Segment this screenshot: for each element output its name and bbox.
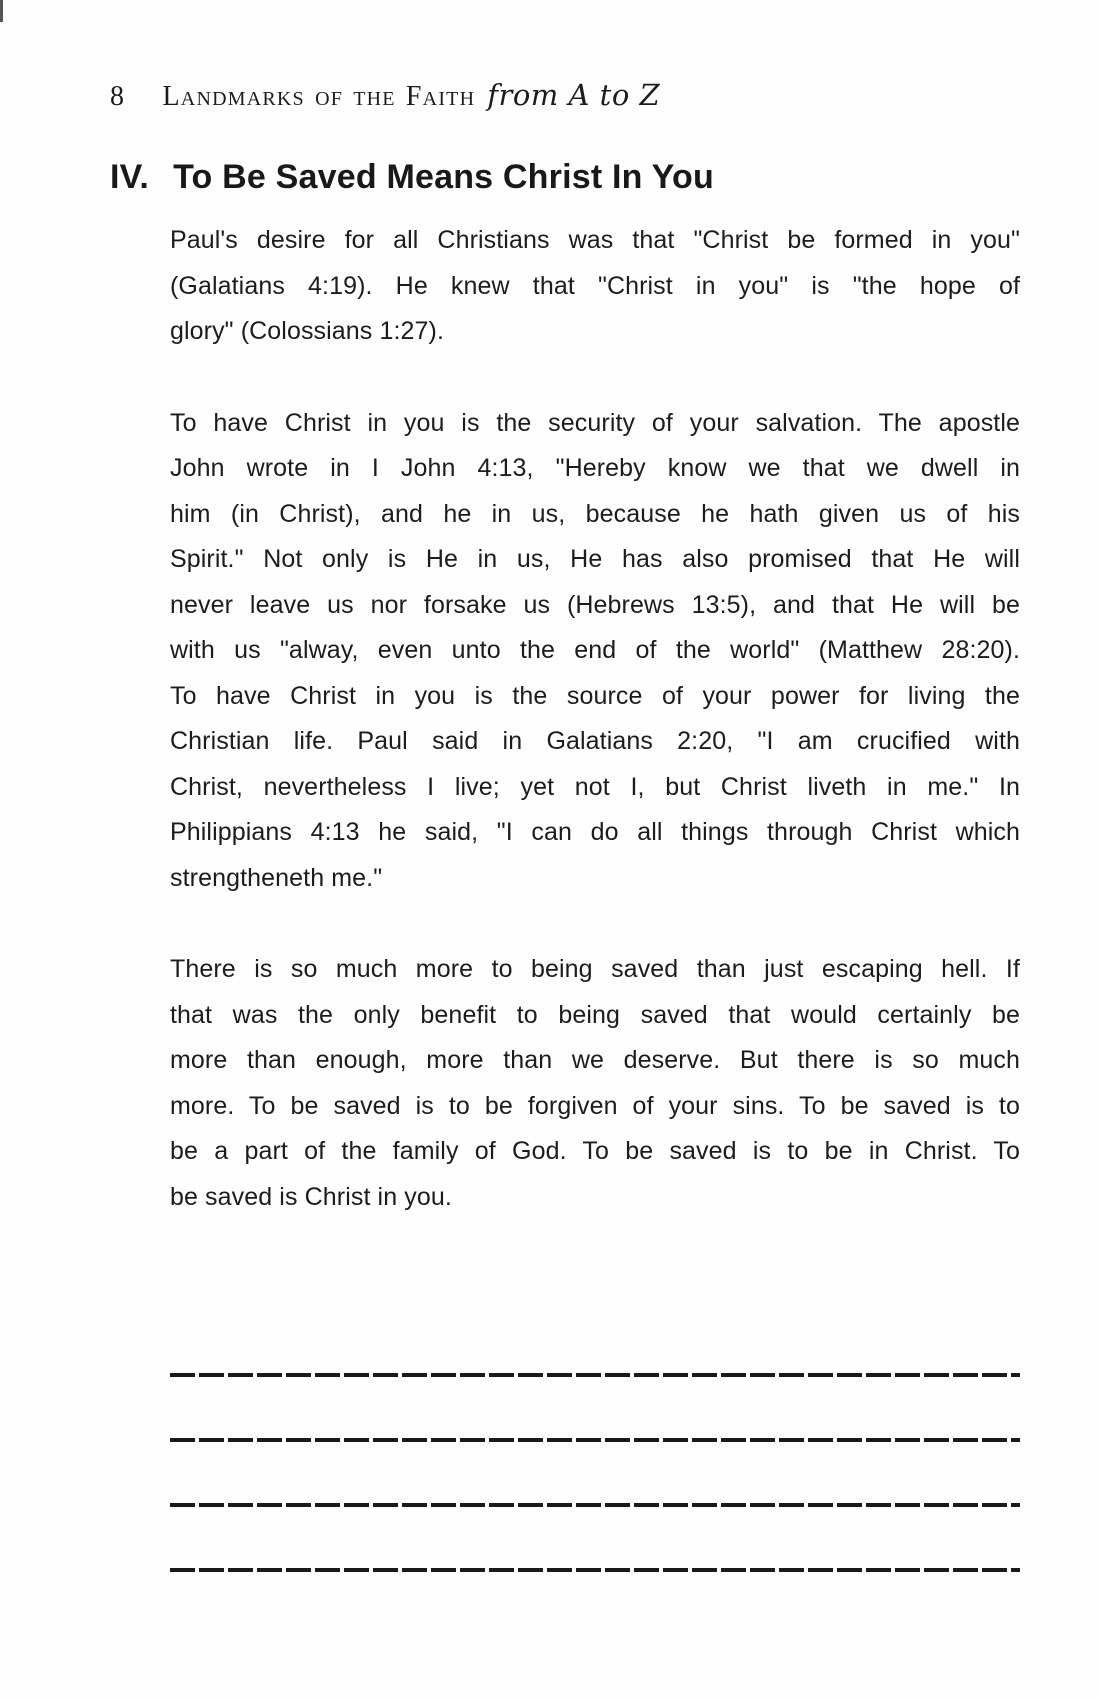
scan-edge-artifact [0,0,3,22]
para-line: be saved is Christ in you. [170,1182,452,1211]
para-line: There is so much more to being saved than just escaping hell. If [170,955,1020,983]
para-line: Paul's desire for all Christians was that "Christ be formed in you" [170,226,1020,254]
para-line: never leave us nor forsake us (Hebrews 13:5), and that He will be [170,590,1020,619]
para-line: that was the only benefit to being saved that would certainly be [170,1000,1020,1029]
note-line [170,1568,1020,1572]
running-header-title: Landmarks of the Faith [162,81,476,112]
para-line: (Galatians 4:19). He knew that "Christ in you" is "the hope of [170,271,1020,300]
note-lines [170,1373,1020,1572]
section-title: To Be Saved Means Christ In You [173,158,714,196]
paragraph-3 [170,947,1020,1220]
note-line [170,1503,1020,1507]
para-line: Christian life. Paul said in Galatians 2:20, "I am crucified with [170,727,1020,755]
para-line: more than enough, more than we deserve. But there is so much [170,1046,1020,1074]
para-line: To have Christ in you is the security of your salvation. The apostle [170,408,1020,437]
section-number: IV. [110,158,150,196]
para-line: glory" (Colossians 1:27). [170,317,444,345]
running-header [110,78,660,113]
para-line: Spirit." Not only is He in us, He has also promised that He will [170,545,1020,573]
para-line: Philippians 4:13 he said, "I can do all things through Christ which [170,818,1020,846]
page-number: 8 [110,81,125,112]
para-line: strengtheneth me." [170,863,383,892]
note-line [170,1438,1020,1442]
para-line: him (in Christ), and he in us, because he hath given us of his [170,499,1020,528]
para-line: John wrote in I John 4:13, "Hereby know we that we dwell in [170,454,1020,482]
running-header-subtitle: from A to Z [487,78,661,112]
para-line: Christ, nevertheless I live; yet not I, but Christ liveth in me." In [170,772,1020,801]
para-line: be a part of the family of God. To be saved is to be in Christ. To [170,1137,1020,1165]
para-line: more. To be saved is to be forgiven of your sins. To be saved is to [170,1091,1020,1120]
paragraph-2 [170,401,1020,902]
note-line [170,1373,1020,1377]
section-heading [110,158,714,197]
para-line: To have Christ in you is the source of your power for living the [170,681,1020,710]
body-text [170,218,1020,1220]
paragraph-1 [170,218,1020,355]
para-line: with us "alway, even unto the end of the world" (Matthew 28:20). [170,636,1020,664]
